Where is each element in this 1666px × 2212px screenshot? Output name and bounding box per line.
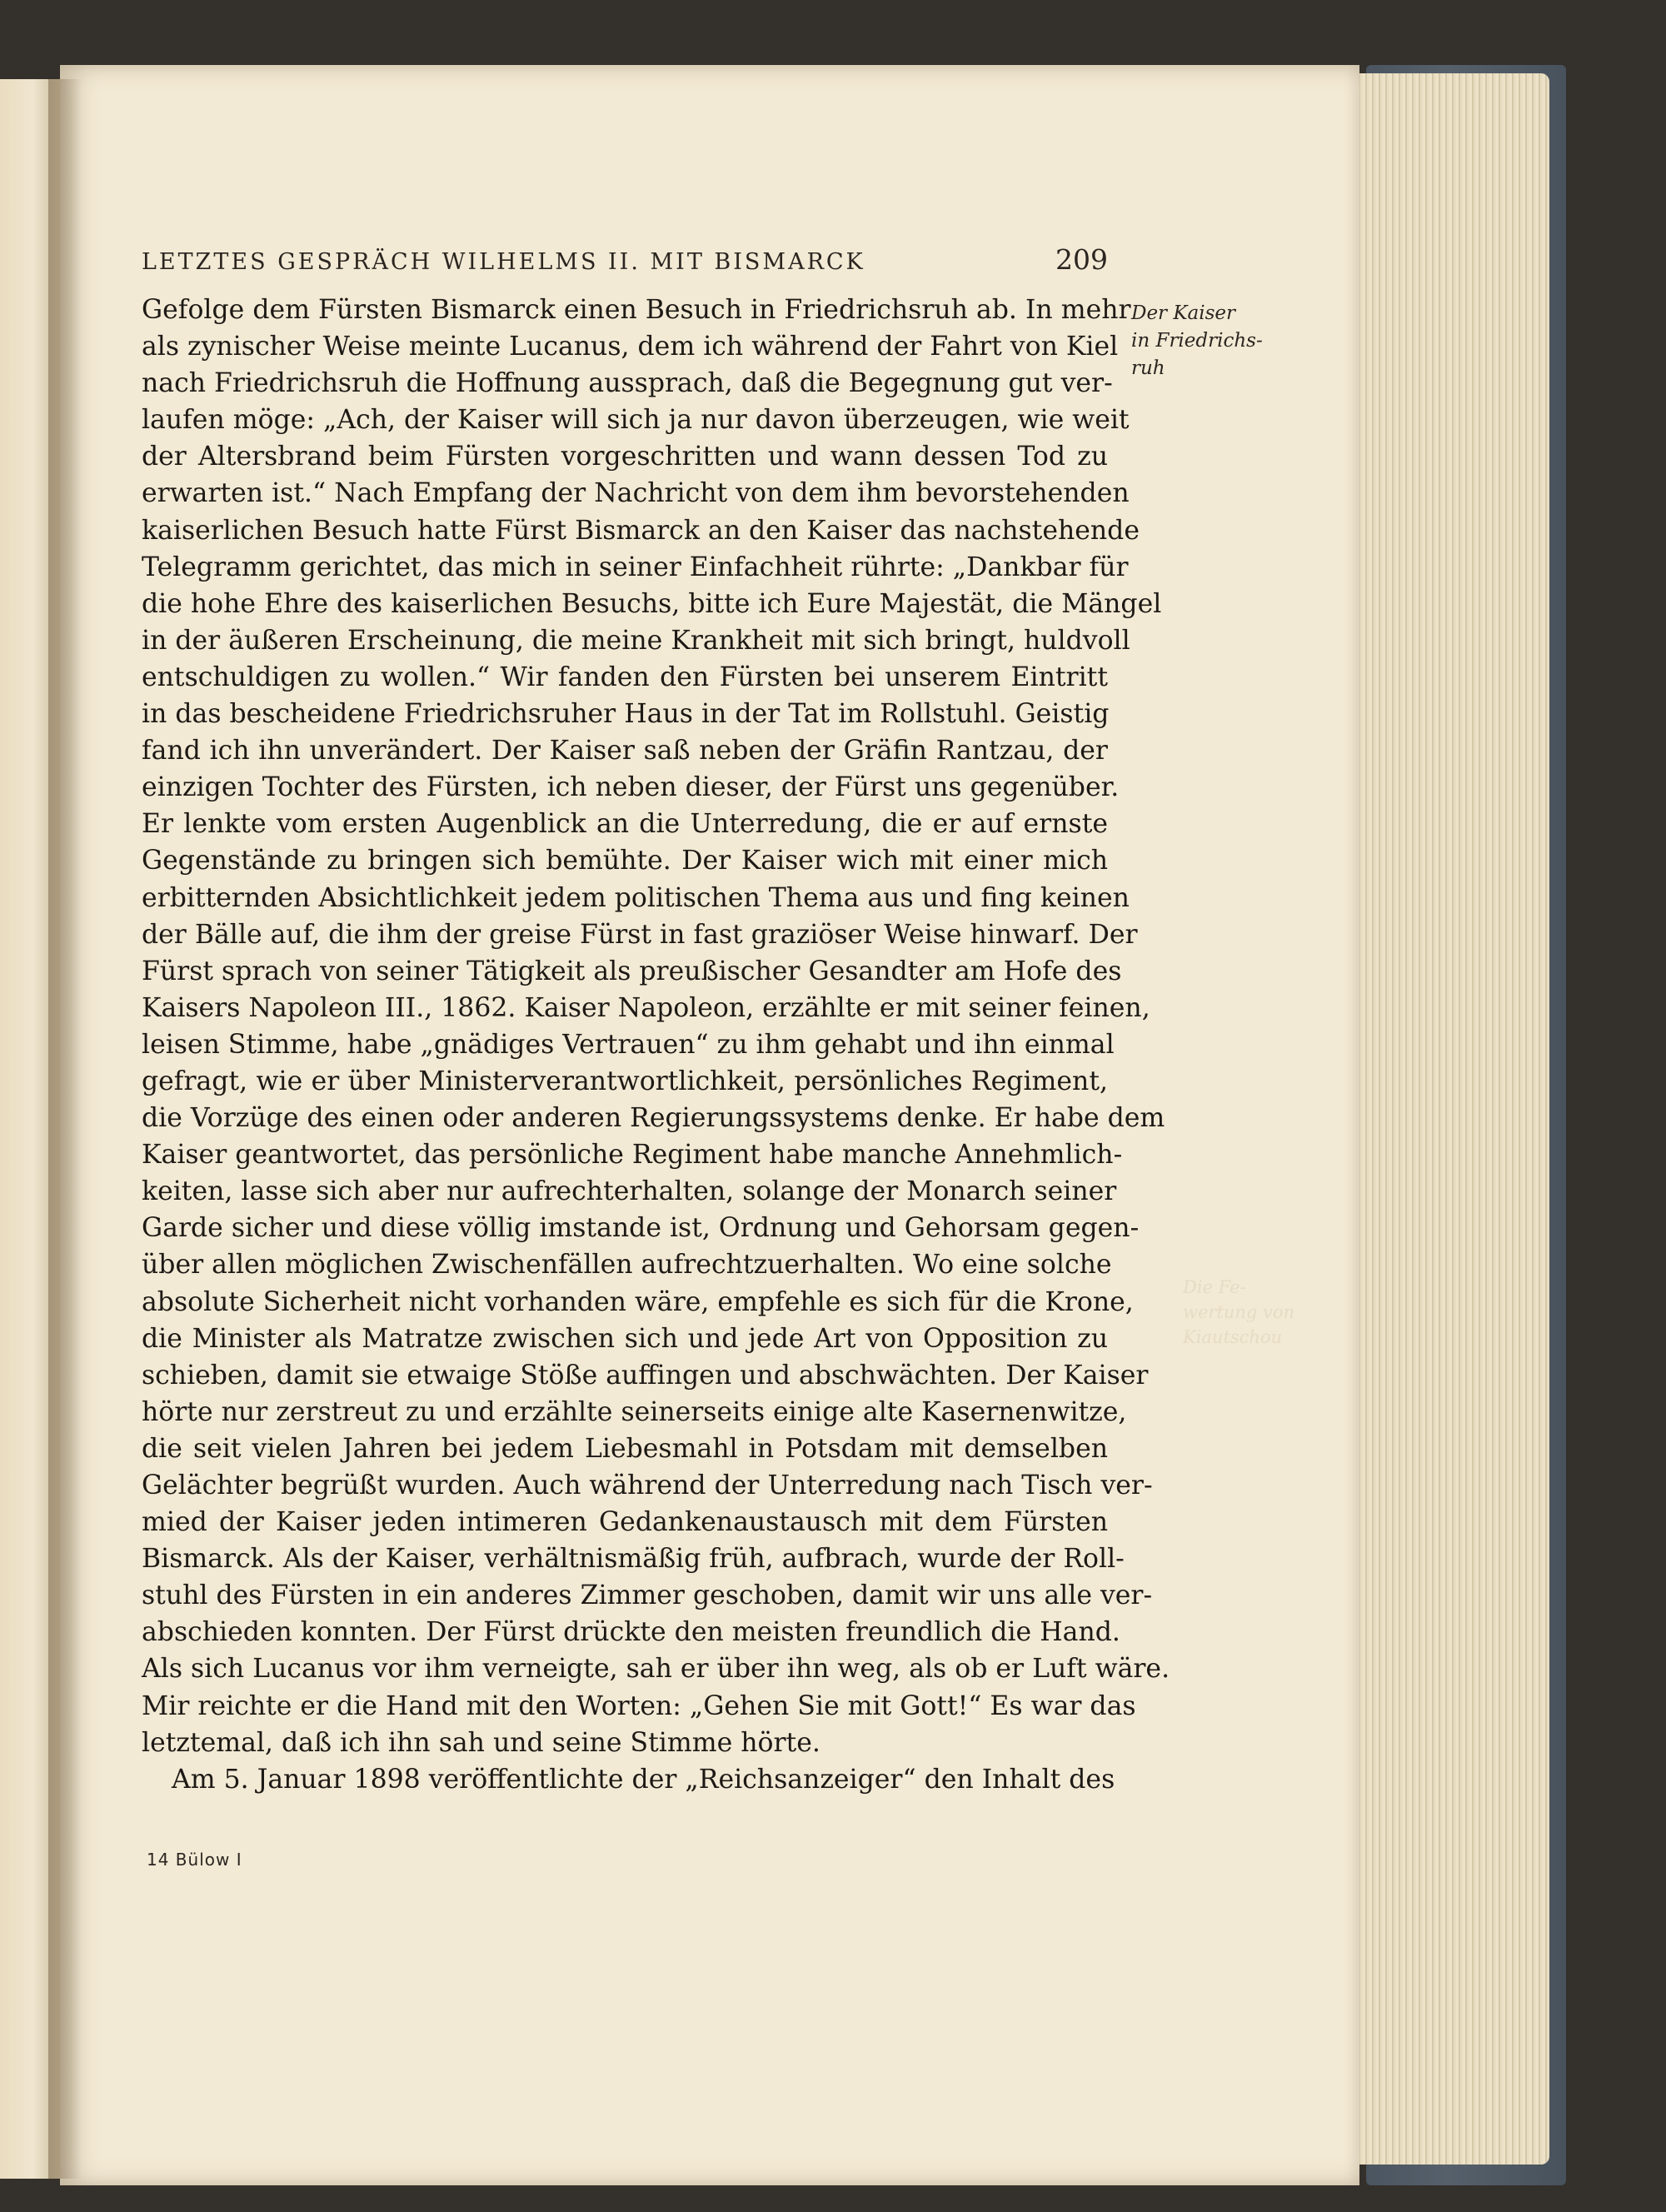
printer-signature: 14 Bülow I: [147, 1850, 242, 1870]
text-line: gefragt, wie er über Ministerverantwortlichkeit, persönliches Regiment,: [142, 1066, 1108, 1096]
text-line: kaiserlichen Besuch hatte Fürst Bismarck an den Kaiser das nachstehende: [142, 515, 1140, 546]
text-line: die seit vielen Jahren bei jedem Liebesmahl in Potsdam mit demselben: [142, 1433, 1108, 1464]
text-line: Fürst sprach von seiner Tätigkeit als preußischer Gesandter am Hofe des: [142, 956, 1122, 986]
text-line: Garde sicher und diese völlig imstande ist, Ordnung und Gehorsam gegen-: [142, 1213, 1140, 1244]
text-line: der Altersbrand beim Fürsten vorgeschritten und wann dessen Tod zu: [142, 442, 1108, 472]
marginal-note-line: ruh: [1131, 357, 1165, 379]
text-line: letztemal, daß ich ihn sah und seine Stimme hörte.: [142, 1727, 821, 1758]
text-line: nach Friedrichsruh die Hoffnung aussprach, daß die Begegnung gut ver-: [142, 368, 1113, 399]
text-line: erwarten ist.“ Nach Empfang der Nachricht von dem ihm bevorstehenden: [142, 478, 1130, 509]
text-line: Kaiser geantwortet, das persönliche Regiment habe manche Annehmlich-: [142, 1140, 1123, 1171]
text-line: hörte nur zerstreut zu und erzählte seinerseits einige alte Kasernenwitze,: [142, 1396, 1127, 1427]
marginal-note-line: Der Kaiser: [1131, 302, 1236, 324]
text-line: stuhl des Fürsten in ein anderes Zimmer geschoben, damit wir uns alle ver-: [142, 1580, 1153, 1611]
text-line: mied der Kaiser jeden intimeren Gedankenaustausch mit dem Fürsten: [142, 1507, 1108, 1538]
text-line: Gegenstände zu bringen sich bemühte. Der Kaiser wich mit einer mich: [142, 846, 1108, 876]
text-line: in das bescheidene Friedrichsruher Haus in der Tat im Rollstuhl. Geistig: [142, 699, 1110, 730]
text-line: schieben, damit sie etwaige Stöße auffingen und abschwächten. Der Kaiser: [142, 1360, 1149, 1391]
show-through-line: Kiautschou: [1183, 1327, 1283, 1347]
text-line: Telegramm gerichtet, das mich in seiner Einfachheit rührte: „Dankbar für: [142, 552, 1129, 582]
page-gutter-shadow: [48, 79, 82, 2179]
text-line: der Bälle auf, die ihm der greise Fürst in fast graziöser Weise hinwarf. Der: [142, 919, 1138, 950]
show-through-line: wertung von: [1183, 1302, 1295, 1322]
text-line: die hohe Ehre des kaiserlichen Besuchs, bitte ich Eure Majestät, die Mängel: [142, 588, 1162, 619]
text-line: entschuldigen zu wollen.“ Wir fanden den Fürsten bei unserem Eintritt: [142, 662, 1108, 692]
marginal-note: [1131, 300, 1298, 382]
text-line: in der äußeren Erscheinung, die meine Krankheit mit sich bringt, huldvoll: [142, 625, 1130, 656]
text-line: Als sich Lucanus vor ihm verneigte, sah er über ihn weg, als ob er Luft wäre.: [142, 1654, 1170, 1685]
text-line: Kaisers Napoleon III., 1862. Kaiser Napoleon, erzählte er mit seiner feinen,: [142, 992, 1150, 1023]
text-line: Bismarck. Als der Kaiser, verhältnismäßig früh, aufbrach, wurde der Roll-: [142, 1544, 1125, 1575]
text-line: leisen Stimme, habe „gnädiges Vertrauen“ zu ihm gehabt und ihn einmal: [142, 1029, 1115, 1060]
text-line: Am 5. Januar 1898 veröffentlichte der „Reichsanzeiger“ den Inhalt des: [172, 1764, 1115, 1795]
text-line: erbitternden Absichtlichkeit jedem politischen Thema aus und fing keinen: [142, 882, 1130, 913]
text-line: Mir reichte er die Hand mit den Worten: „Gehen Sie mit Gott!“ Es war das: [142, 1690, 1136, 1721]
text-line: Er lenkte vom ersten Augenblick an die Unterredung, die er auf ernste: [142, 809, 1108, 840]
show-through-line: Die Fe-: [1183, 1277, 1246, 1297]
page-number: 209: [1055, 243, 1108, 276]
text-line: keiten, lasse sich aber nur aufrechterhalten, solange der Monarch seiner: [142, 1176, 1117, 1207]
body-text: [142, 292, 1170, 1798]
text-line: fand ich ihn unverändert. Der Kaiser saß neben der Gräfin Rantzau, der: [142, 736, 1108, 766]
text-line: einzigen Tochter des Fürsten, ich neben dieser, der Fürst uns gegenüber.: [142, 772, 1120, 803]
text-line: Gelächter begrüßt wurden. Auch während der Unterredung nach Tisch ver-: [142, 1471, 1153, 1500]
text-line: abschieden konnten. Der Fürst drückte den meisten freundlich die Hand.: [142, 1617, 1120, 1648]
text-line: über allen möglichen Zwischenfällen aufrechtzuerhalten. Wo eine solche: [142, 1250, 1112, 1281]
running-head: [142, 243, 1108, 280]
marginal-note-line: in Friedrichs-: [1131, 330, 1263, 352]
text-line: Gefolge dem Fürsten Bismarck einen Besuch in Friedrichsruh ab. In mehr: [142, 295, 1131, 325]
text-line: die Vorzüge des einen oder anderen Regierungssystems denke. Er habe dem: [142, 1103, 1165, 1134]
running-head-title: LETZTES GESPRÄCH WILHELMS II. MIT BISMARCK: [142, 249, 865, 275]
text-line: absolute Sicherheit nicht vorhanden wäre, empfehle es sich für die Krone,: [142, 1286, 1134, 1317]
text-line: die Minister als Matratze zwischen sich und jede Art von Opposition zu: [142, 1323, 1108, 1354]
text-line: als zynischer Weise meinte Lucanus, dem ich während der Fahrt von Kiel: [142, 332, 1119, 362]
show-through-text: [1183, 1275, 1349, 1350]
text-line: laufen möge: „Ach, der Kaiser will sich ja nur davon überzeugen, wie weit: [142, 405, 1130, 436]
